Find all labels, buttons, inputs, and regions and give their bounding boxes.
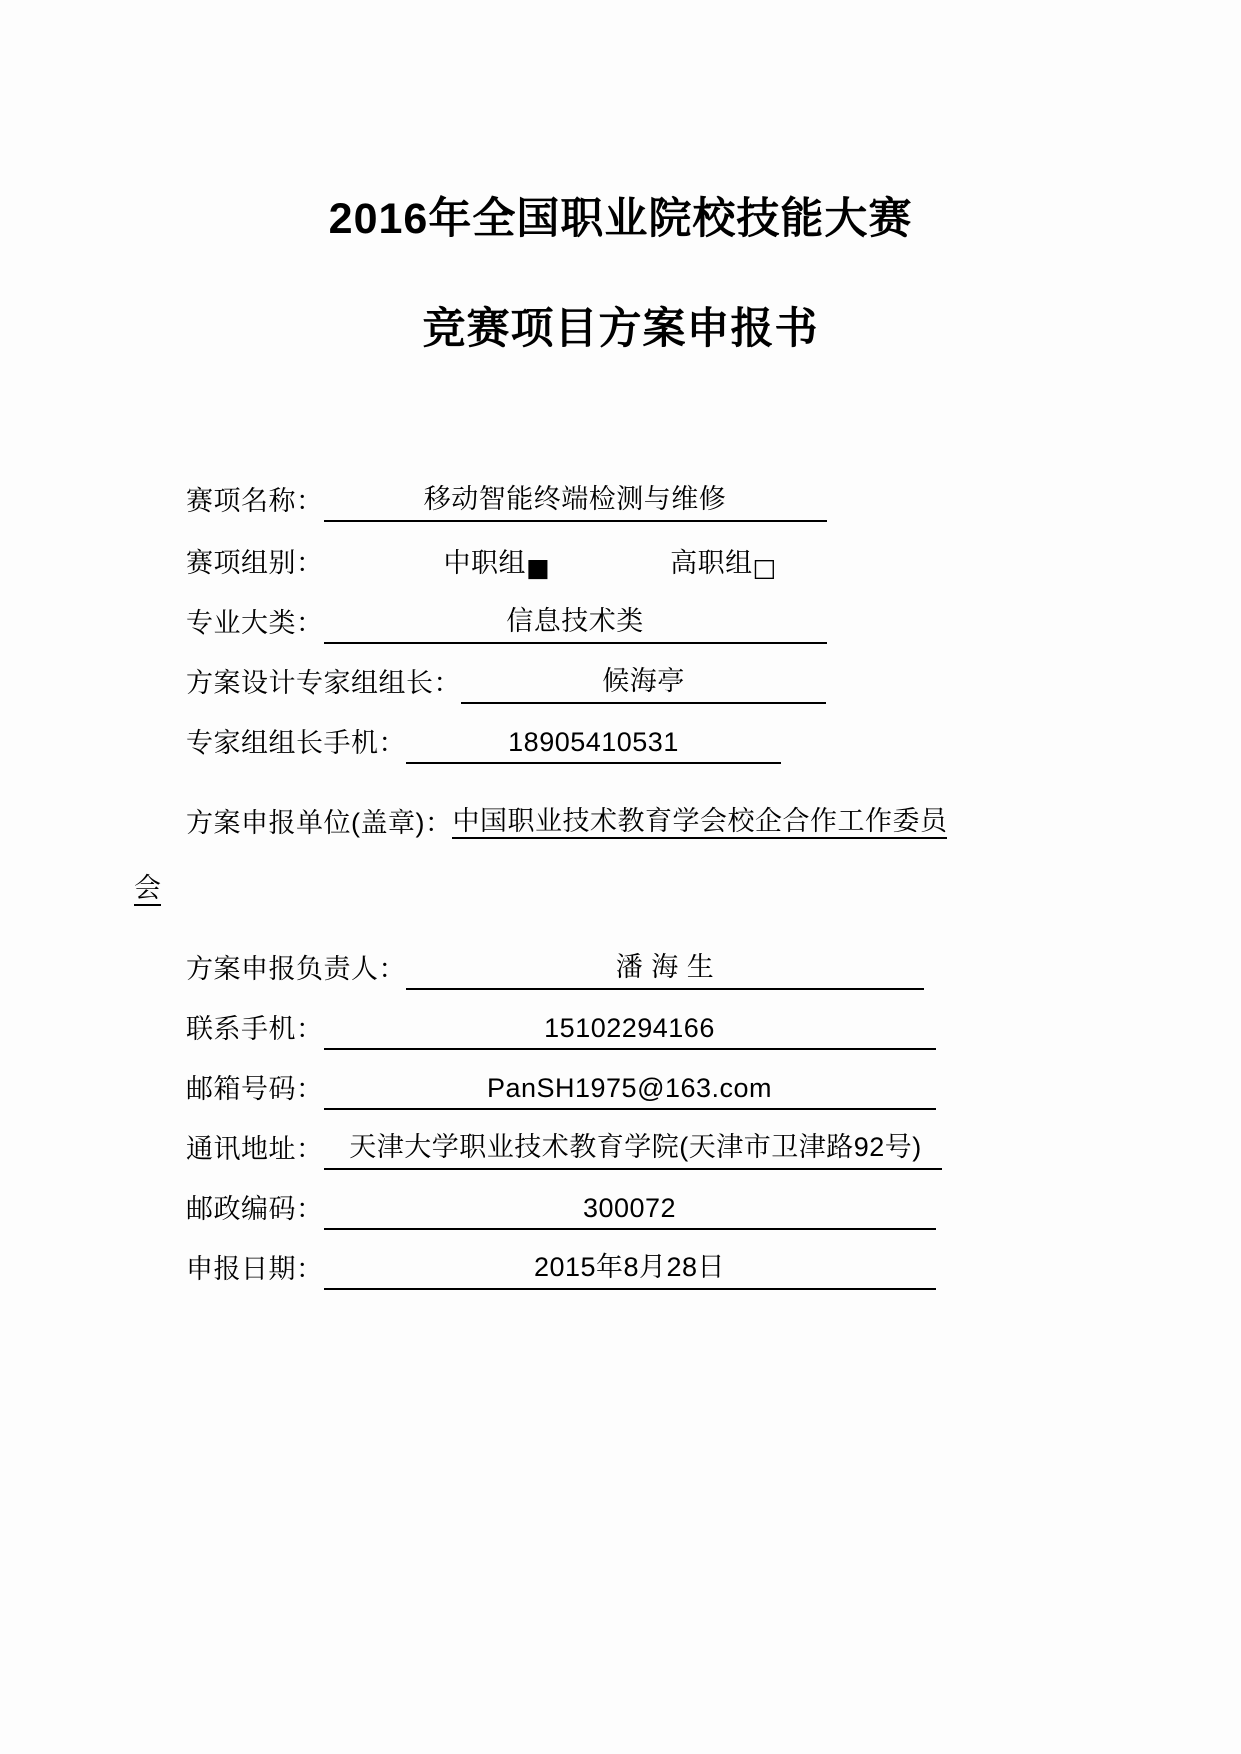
- field-row-project-name: [186, 462, 1186, 522]
- field-row-major-category: [186, 584, 1186, 644]
- field-row-mailing-address: [186, 1110, 1196, 1170]
- expert-group-leader-label: 方案设计专家组组长：: [186, 668, 461, 698]
- contact-mobile-label: 联系手机：: [186, 1014, 324, 1044]
- declaring-unit-label: 方案申报单位(盖章)：: [186, 808, 453, 838]
- checkbox-higher-vocational[interactable]: □: [752, 553, 777, 582]
- mailing-address-value[interactable]: 天津大学职业技术教育学院(天津市卫津路92号): [324, 1125, 942, 1170]
- project-name-label: 赛项名称：: [186, 486, 324, 516]
- project-name-value[interactable]: 移动智能终端检测与维修: [324, 477, 827, 522]
- expert-group-leader-value[interactable]: 候海亭: [461, 659, 826, 704]
- field-row-responsible-person: [186, 930, 1196, 990]
- page-title-line-1: 2016年全国职业院校技能大赛: [328, 195, 913, 243]
- responsible-person-value[interactable]: 潘 海 生: [406, 945, 924, 990]
- document-title-block: [0, 196, 1241, 354]
- field-row-submission-date: [186, 1230, 1196, 1290]
- field-row-expert-group-leader-mobile: [186, 704, 1186, 764]
- postal-code-value[interactable]: 300072: [324, 1193, 936, 1230]
- major-category-value[interactable]: 信息技术类: [324, 599, 827, 644]
- checkbox-secondary-vocational[interactable]: ■: [526, 553, 551, 582]
- major-category-label: 专业大类：: [186, 608, 324, 638]
- declaring-unit-section: [134, 806, 1196, 903]
- field-row-expert-group-leader: [186, 644, 1186, 704]
- postal-code-label: 邮政编码：: [186, 1194, 324, 1224]
- mailing-address-label: 通讯地址：: [186, 1134, 324, 1164]
- group-option-secondary-label: 中职组: [443, 548, 526, 578]
- submission-date-value[interactable]: 2015年8月28日: [324, 1245, 936, 1290]
- lower-form-section: [186, 930, 1196, 1290]
- email-value[interactable]: PanSH1975@163.com: [324, 1073, 936, 1110]
- email-label: 邮箱号码：: [186, 1074, 324, 1104]
- upper-form-section: [186, 462, 1186, 764]
- declaring-unit-line-2: [134, 875, 161, 906]
- declaring-unit-line-1: [186, 808, 1196, 839]
- field-row-group-category: [186, 522, 1186, 584]
- group-category-label: 赛项组别：: [186, 548, 324, 578]
- declaring-unit-value-line-2[interactable]: 会: [134, 875, 161, 906]
- field-row-postal-code: [186, 1170, 1196, 1230]
- responsible-person-label: 方案申报负责人：: [186, 954, 406, 984]
- field-row-contact-mobile: [186, 990, 1196, 1050]
- expert-group-leader-mobile-label: 专家组组长手机：: [186, 728, 406, 758]
- field-row-email: [186, 1050, 1196, 1110]
- expert-group-leader-mobile-value[interactable]: 18905410531: [406, 727, 781, 764]
- declaring-unit-value-line-1[interactable]: 中国职业技术教育学会校企合作工作委员: [452, 808, 947, 839]
- page-title-line-2: 竞赛项目方案申报书: [422, 305, 819, 354]
- submission-date-label: 申报日期：: [186, 1254, 324, 1284]
- group-option-higher-label: 高职组: [670, 548, 753, 578]
- contact-mobile-value[interactable]: 15102294166: [324, 1013, 936, 1050]
